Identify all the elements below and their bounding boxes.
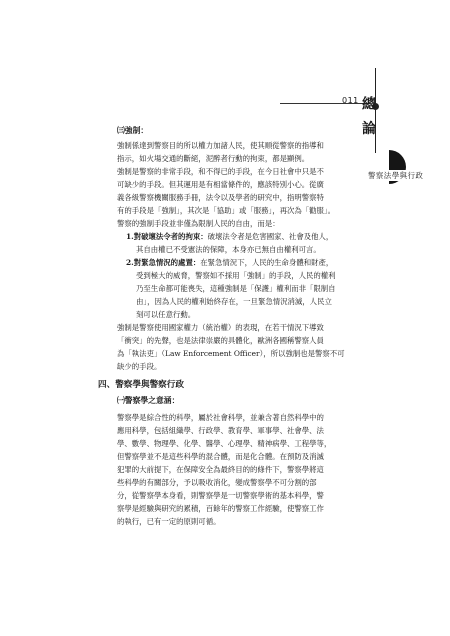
list-item-1-continuation: 其自由權已不受憲法的保障，本身亦已無自由權利可言。 — [136, 245, 321, 254]
paragraph-line: 警察學是綜合性的科學，屬於社會科學，並兼含著自然科學中的 — [117, 413, 324, 422]
chapter-vertical-title: 總 論 — [360, 96, 376, 138]
section-heading-police-science: 四、警察學與警察行政 — [98, 380, 184, 390]
paragraph-line: 些科學的有關部分，予以吸收消化，變成警察學不可分割的部 — [117, 478, 317, 487]
list-item-2-continuation: 由」，因為人民的權利始終存在，一旦緊急情況消滅，人民立 — [136, 297, 332, 306]
paragraph-line: 強制是警察使用國家權力（統治權）的表現，在若干情況下導致 — [117, 323, 324, 332]
paragraph-line: 犯罪的大前提下，在保障安全為最終目的的條件下，警察學將這 — [117, 465, 324, 474]
running-header-subtitle: 警察法學與行政 — [368, 171, 424, 180]
list-item-1-text: 破壞法令者是危害國家、社會及他人， — [207, 232, 334, 241]
section-heading-coercion: ㈢強制： — [117, 126, 149, 135]
paragraph-line: 強制係達到警察目的所以權力加諸人民，使其順從警察的指導和 — [117, 141, 324, 150]
paragraph-line: 應用科學，包括組織學、行政學、教育學、軍事學、社會學、法 — [117, 426, 324, 435]
paragraph-line: 的執行，已有一定的原則可循。 — [117, 517, 221, 526]
paragraph-line: 察學是經驗與研究的累積，百餘年的警察工作經驗，使警察工作 — [117, 504, 324, 513]
list-item-2-continuation: 刻可以任意行動。 — [136, 310, 196, 319]
list-item-2-continuation: 受到極大的威脅，警察如不採用「強制」的手段，人民的權利 — [136, 271, 336, 280]
list-item-2-label: 2.對緊急情況的處置： — [126, 258, 201, 267]
paragraph-line: 強制是警察的非常手段，和不得已的手段，在今日社會中只是不 — [117, 167, 324, 176]
list-item-2-continuation: 乃至生命都可能喪失，這種強制是「保護」權利而非「限制自 — [136, 284, 336, 293]
paragraph-line: 分，從警察學本身看，則警察學是一切警察學術的基本科學，警 — [117, 491, 324, 500]
paragraph-line: 學、數學、物理學、化學、醫學、心理學、精神病學、工程學等， — [117, 439, 332, 448]
paragraph-line: 指示，如火場交通的斷絕，泥醉者行動的拘束，都是顯例。 — [117, 154, 310, 163]
list-item-2 — [126, 259, 333, 266]
list-item-2-text: 在緊急情況下，人民的生命身體和財產， — [200, 258, 334, 267]
paragraph-line: 為「執法吏」（Law Enforcement Officer），所以強制也是警察不可 — [117, 349, 345, 358]
paragraph-line: 「衝突」的先聲，也是法律崇嚴的具體化，歐洲各國稱警察人員 — [117, 336, 324, 345]
paragraph-line: 缺少的手段。 — [117, 362, 162, 371]
paragraph-line: 但警察學並不是這些科學的混合體，而是化合體。在預防及消滅 — [117, 452, 324, 461]
list-item-1 — [126, 233, 333, 240]
paragraph-line: 警察的強制手段並非僅為限制人民的自由，而是： — [117, 219, 280, 228]
paragraph-line: 可缺少的手段。但其運用是有相當條件的，應該特別小心。從廣 — [117, 180, 324, 189]
list-item-1-label: 1.對破壞法令者的拘束： — [126, 232, 208, 241]
paragraph-line: 有的手段是「強制」，其次是「協助」或「服務」，再次為「勸服」。 — [117, 206, 336, 215]
page-number: 011 — [342, 96, 359, 105]
paragraph-line: 義各級警察機關服務手冊，法令以及學者的研究中，指明警察特 — [117, 193, 324, 202]
subsection-heading-meaning: ㈠警察學之意涵： — [117, 396, 180, 405]
